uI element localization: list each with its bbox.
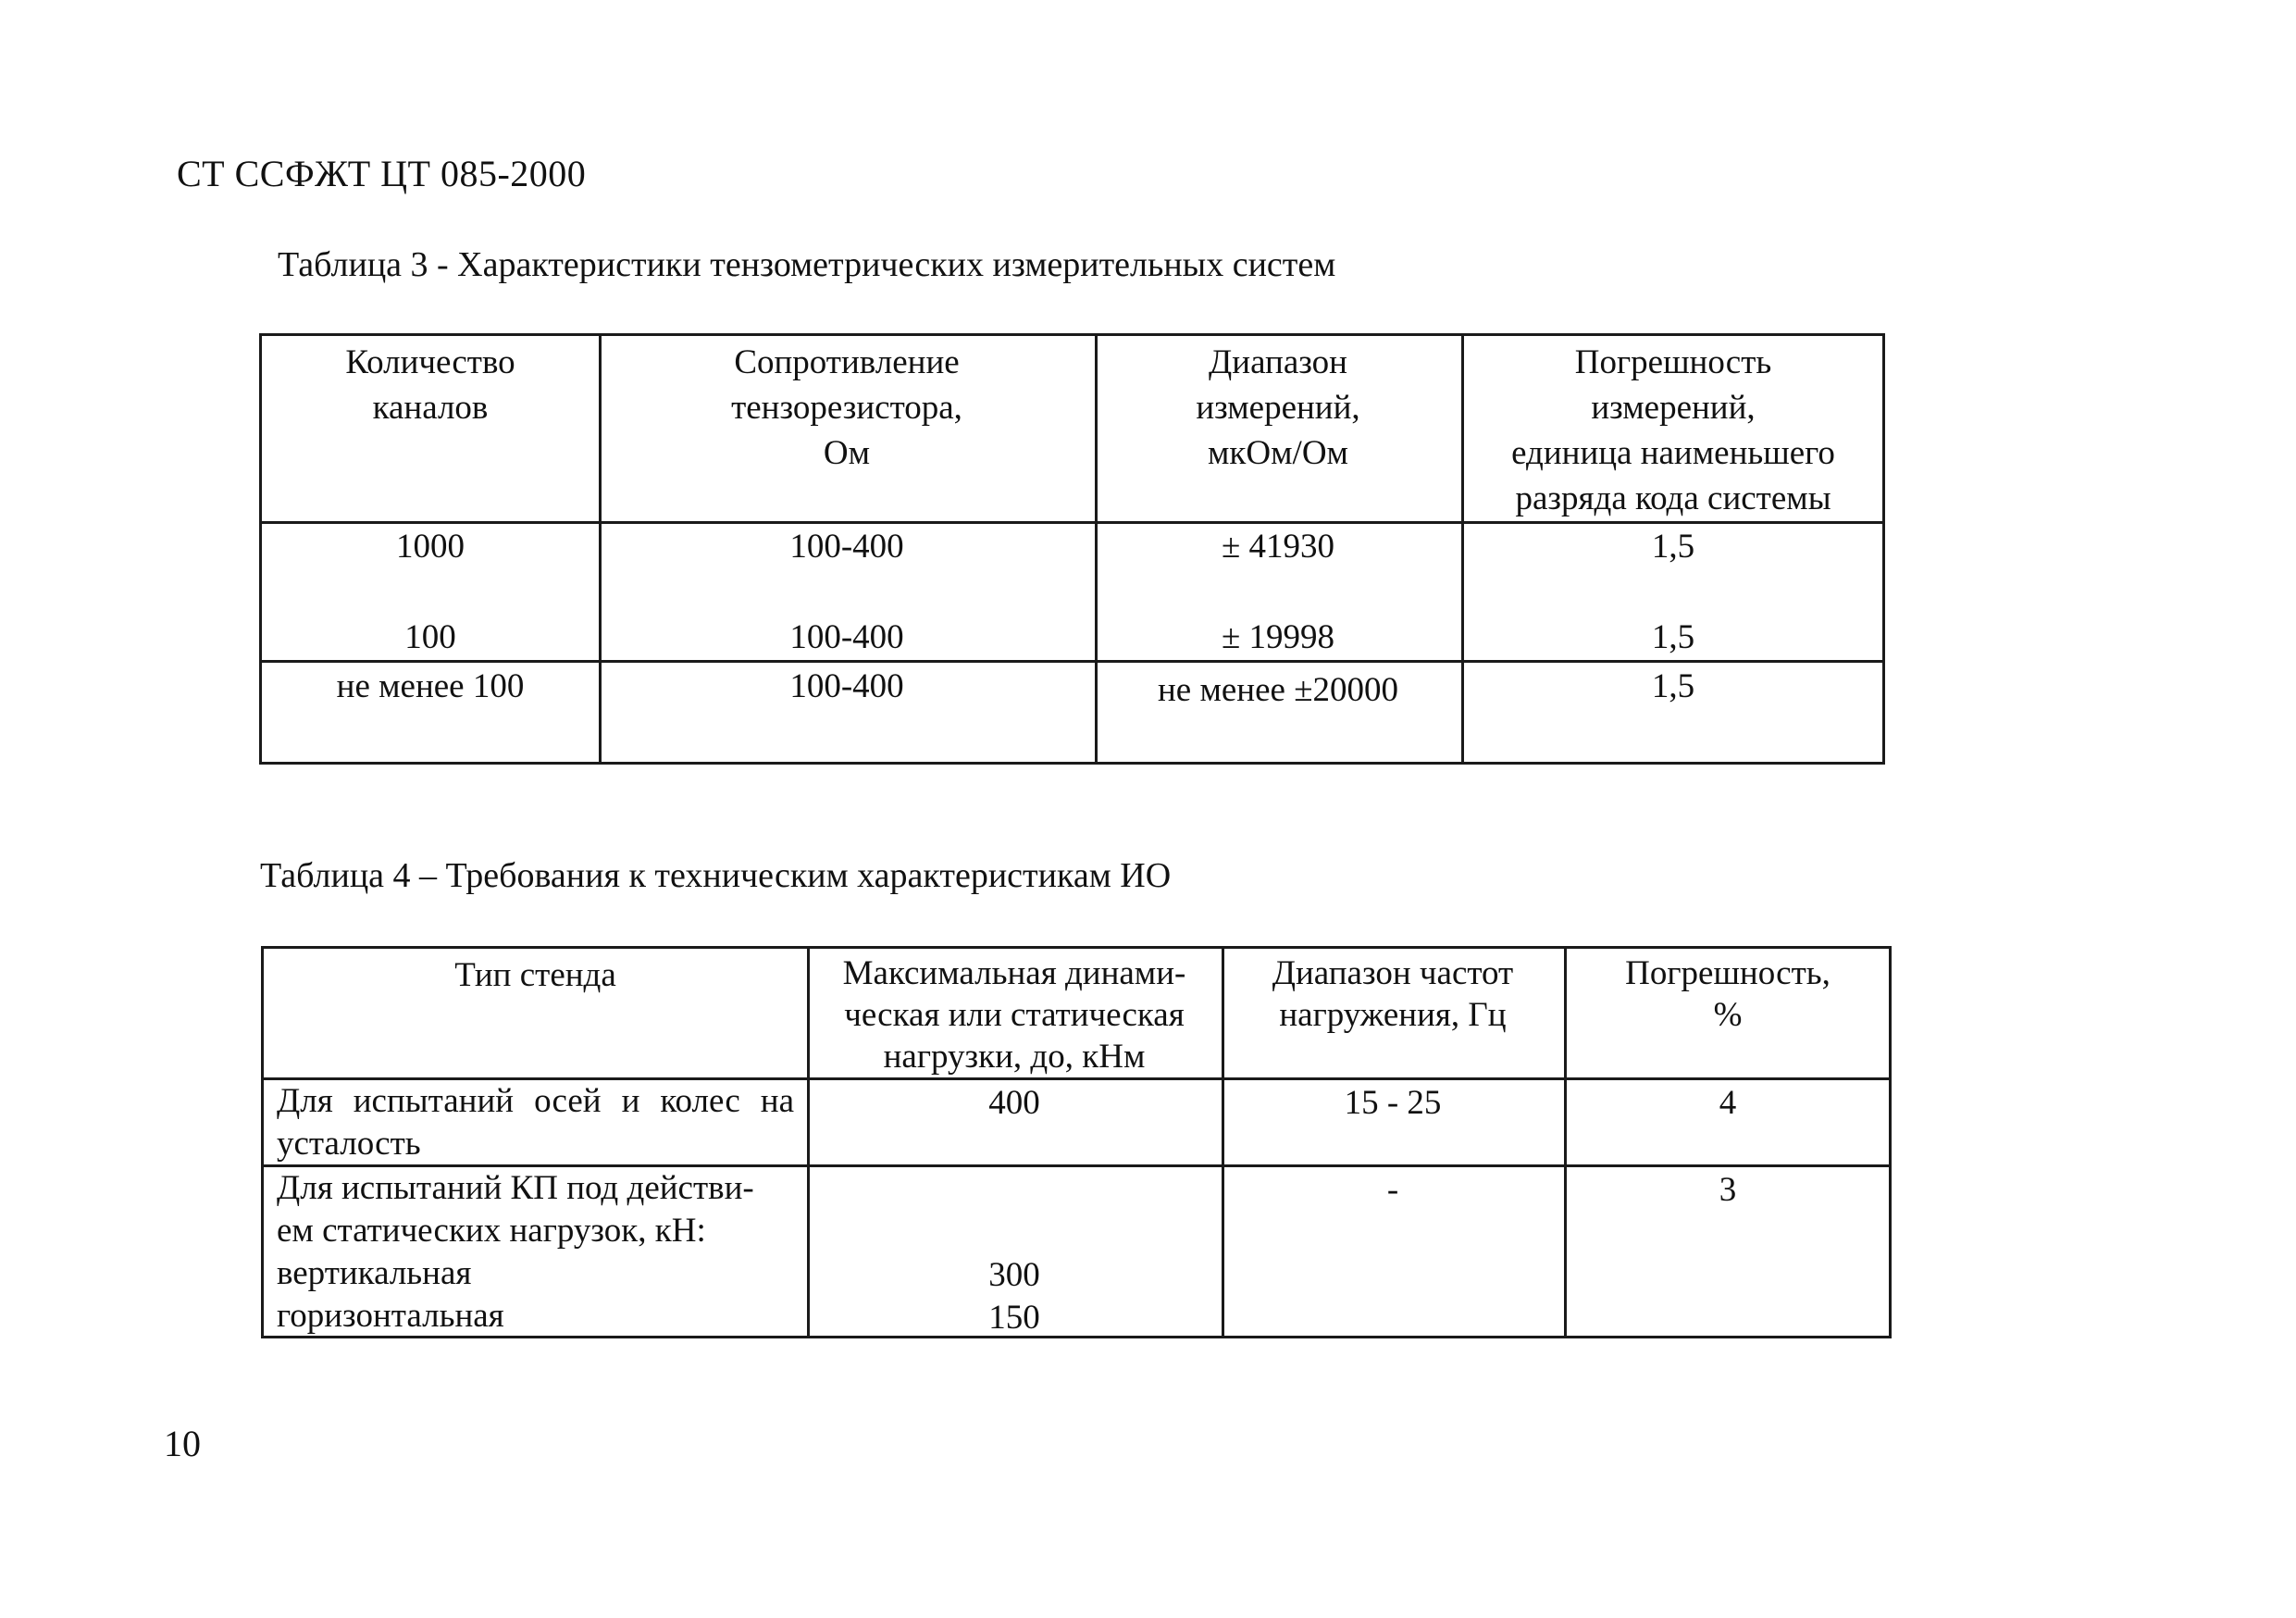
table3-cell: 100-400 — [789, 667, 904, 705]
table3-caption: Таблица 3 - Характеристики тензометрических измерительных систем — [278, 245, 1336, 284]
table4-header-error: Погрешность, % — [1625, 954, 1831, 1034]
table3-cell: 1,5 — [1651, 618, 1695, 656]
table3 — [259, 333, 1885, 765]
table4-cell: 400 — [988, 1084, 1040, 1122]
table3-cell: 100-400 — [789, 618, 904, 656]
table4-header-load: Максимальная динами- ческая или статическая нагрузки, до, кНм — [842, 954, 1186, 1076]
table3-header-channels: Количество каналов — [345, 343, 515, 427]
table3-cell: 1000 — [396, 528, 465, 566]
table3-cell: 100-400 — [789, 528, 904, 566]
table4-cell-type: Для испытаний осей и колес на усталость — [277, 1082, 794, 1163]
table4-cell-type: Для испытаний КП под действи- ем статических нагрузок, кН: вертикальная горизонтальная — [277, 1169, 754, 1335]
table3-header-error: Погрешность измерений, единица наименьшего разряда кода системы — [1511, 343, 1835, 517]
table3-row-divider — [262, 660, 1882, 663]
table3-cell: 1,5 — [1651, 667, 1695, 705]
table3-header-range: Диапазон измерений, мкОм/Ом — [1196, 343, 1360, 472]
table4-cell: 3 — [1719, 1171, 1737, 1209]
table4-caption: Таблица 4 – Требования к техническим характеристикам ИО — [260, 856, 1172, 895]
table4-header-frequency: Диапазон частот нагружения, Гц — [1272, 954, 1514, 1034]
table4-cell: 15 - 25 — [1344, 1084, 1442, 1122]
document-code: СТ ССФЖТ ЦТ 085-2000 — [177, 153, 587, 194]
table4-cell: 150 — [988, 1299, 1040, 1337]
table4-header-type: Тип стенда — [454, 956, 616, 994]
table4-cell: 300 — [988, 1256, 1040, 1294]
table4-cell: - — [1386, 1171, 1399, 1209]
table3-cell: ± 19998 — [1221, 618, 1335, 656]
table3-cell: не менее 100 — [336, 667, 525, 705]
table3-cell: 1,5 — [1651, 528, 1695, 566]
page-number: 10 — [164, 1423, 201, 1464]
table4-cell: 4 — [1719, 1084, 1737, 1122]
table3-header-resistance: Сопротивление тензорезистора, Ом — [731, 343, 962, 472]
table3-cell: не менее ±20000 — [1157, 671, 1398, 709]
table3-cell: 100 — [404, 618, 456, 656]
table3-cell: ± 41930 — [1221, 528, 1335, 566]
table4 — [261, 946, 1892, 1338]
